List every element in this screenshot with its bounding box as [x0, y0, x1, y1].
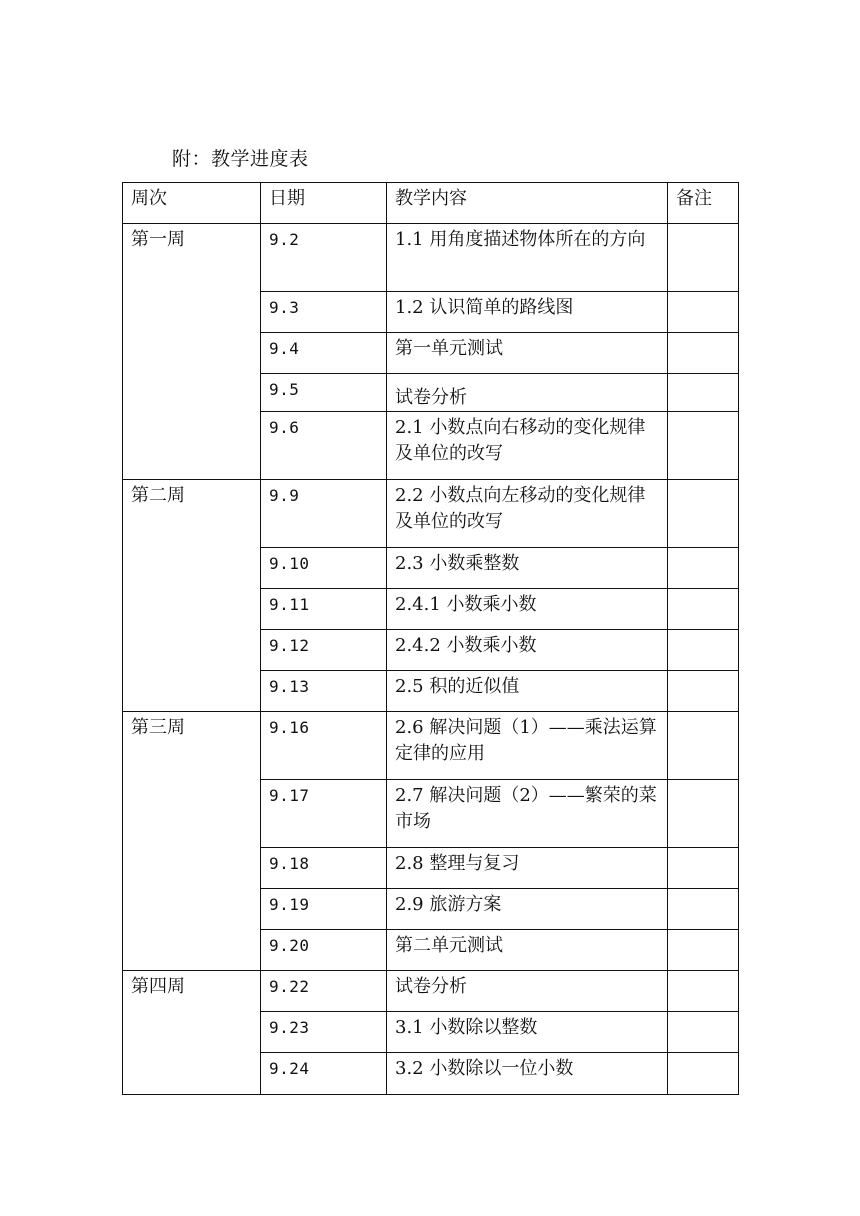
date-cell: 9.20 [261, 930, 387, 971]
note-cell [668, 333, 739, 374]
header-content: 教学内容 [387, 183, 668, 224]
note-cell [668, 630, 739, 671]
content-cell: 1.2 认识简单的路线图 [387, 292, 668, 333]
header-date: 日期 [261, 183, 387, 224]
date-cell: 9.18 [261, 848, 387, 889]
week-cell: 第四周 [123, 971, 261, 1095]
note-cell [668, 671, 739, 712]
content-cell: 2.4.2 小数乘小数 [387, 630, 668, 671]
week-cell: 第一周 [123, 224, 261, 480]
date-cell: 9.23 [261, 1012, 387, 1053]
header-note: 备注 [668, 183, 739, 224]
date-cell: 9.24 [261, 1053, 387, 1095]
date-cell: 9.12 [261, 630, 387, 671]
note-cell [668, 374, 739, 412]
note-cell [668, 930, 739, 971]
content-cell: 3.2 小数除以一位小数 [387, 1053, 668, 1095]
note-cell [668, 971, 739, 1012]
date-cell: 9.13 [261, 671, 387, 712]
header-week: 周次 [123, 183, 261, 224]
week-cell: 第二周 [123, 480, 261, 712]
content-cell: 第一单元测试 [387, 333, 668, 374]
date-cell: 9.10 [261, 548, 387, 589]
note-cell [668, 1053, 739, 1095]
content-cell: 2.8 整理与复习 [387, 848, 668, 889]
date-cell: 9.5 [261, 374, 387, 412]
schedule-table [122, 182, 739, 1095]
note-cell [668, 548, 739, 589]
note-cell [668, 848, 739, 889]
content-cell: 2.7 解决问题（2）——繁荣的菜市场 [387, 780, 668, 848]
date-cell: 9.16 [261, 712, 387, 780]
date-cell: 9.17 [261, 780, 387, 848]
note-cell [668, 1012, 739, 1053]
date-cell: 9.19 [261, 889, 387, 930]
table-row [123, 224, 739, 292]
note-cell [668, 480, 739, 548]
content-cell: 2.4.1 小数乘小数 [387, 589, 668, 630]
note-cell [668, 780, 739, 848]
content-cell: 1.1 用角度描述物体所在的方向 [387, 224, 668, 292]
content-cell: 2.1 小数点向右移动的变化规律及单位的改写 [387, 412, 668, 480]
date-cell: 9.3 [261, 292, 387, 333]
content-cell: 试卷分析 [387, 374, 668, 412]
table-row [123, 971, 739, 1012]
page-title: 附：教学进度表 [172, 148, 309, 170]
note-cell [668, 889, 739, 930]
date-cell: 9.6 [261, 412, 387, 480]
note-cell [668, 224, 739, 292]
date-cell: 9.22 [261, 971, 387, 1012]
content-cell: 2.6 解决问题（1）——乘法运算定律的应用 [387, 712, 668, 780]
content-cell: 2.5 积的近似值 [387, 671, 668, 712]
content-cell: 第二单元测试 [387, 930, 668, 971]
note-cell [668, 589, 739, 630]
table-row [123, 480, 739, 548]
date-cell: 9.9 [261, 480, 387, 548]
date-cell: 9.11 [261, 589, 387, 630]
date-cell: 9.2 [261, 224, 387, 292]
note-cell [668, 292, 739, 333]
note-cell [668, 712, 739, 780]
content-cell: 2.9 旅游方案 [387, 889, 668, 930]
content-cell: 2.3 小数乘整数 [387, 548, 668, 589]
content-cell: 试卷分析 [387, 971, 668, 1012]
content-cell: 2.2 小数点向左移动的变化规律及单位的改写 [387, 480, 668, 548]
date-cell: 9.4 [261, 333, 387, 374]
table-row [123, 712, 739, 780]
note-cell [668, 412, 739, 480]
content-cell: 3.1 小数除以整数 [387, 1012, 668, 1053]
week-cell: 第三周 [123, 712, 261, 971]
